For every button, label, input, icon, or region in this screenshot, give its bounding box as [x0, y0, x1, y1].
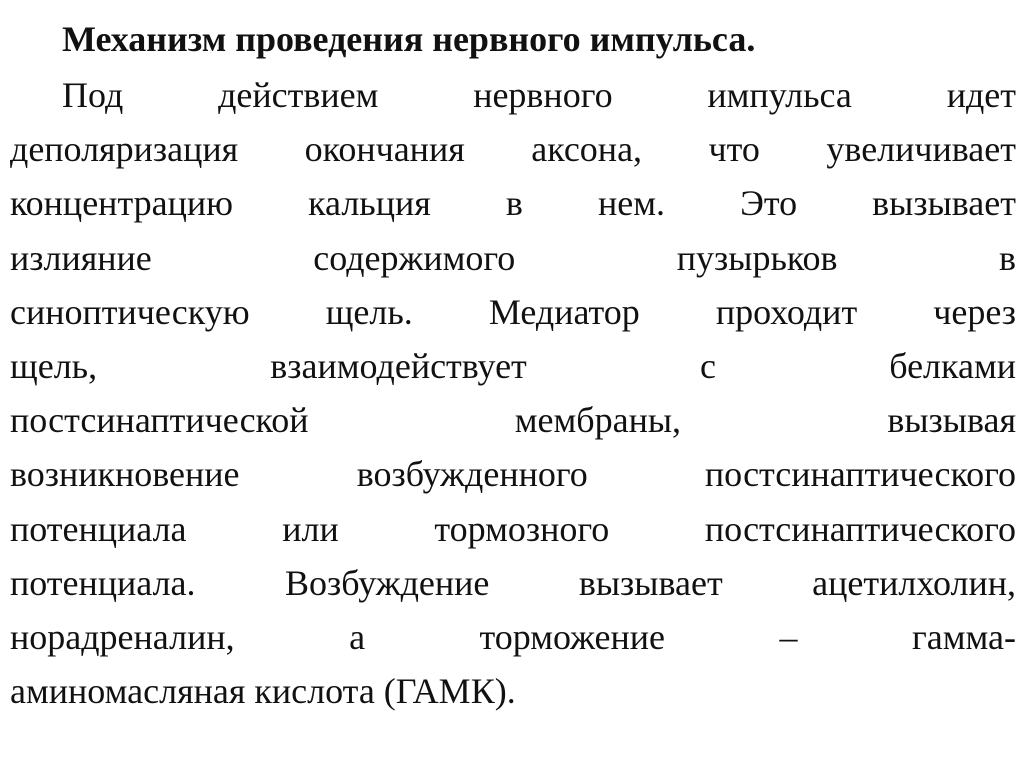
- slide-body-text: [10, 68, 1016, 718]
- body-line-3: концентрацию кальция в нем. Это вызывает: [10, 183, 1016, 224]
- body-line-6: щель, взаимодействует с белками: [10, 346, 1016, 387]
- slide-title: Механизм проведения нервного импульса.: [62, 19, 756, 59]
- body-line-12: аминомасляная кислота (ГАМК).: [10, 671, 516, 712]
- body-line-1: Под действием нервного импульса идет: [62, 75, 1016, 115]
- body-line-2: деполяризация окончания аксона, что увеличивает: [10, 129, 1016, 170]
- body-line-5: синоптическую щель. Медиатор проходит через: [10, 291, 1016, 332]
- body-line-10: потенциала. Возбуждение вызывает ацетилхолин,: [10, 562, 1016, 603]
- body-line-8: возникновение возбужденного постсинаптического: [10, 454, 1016, 495]
- body-line-7: постсинаптической мембраны, вызывая: [10, 400, 1016, 441]
- body-line-11: норадреналин, а торможение – гамма-: [10, 617, 1016, 658]
- body-line-9: потенциала или тормозного постсинаптического: [10, 508, 1016, 549]
- body-line-4: излияние содержимого пузырьков в: [10, 237, 1016, 278]
